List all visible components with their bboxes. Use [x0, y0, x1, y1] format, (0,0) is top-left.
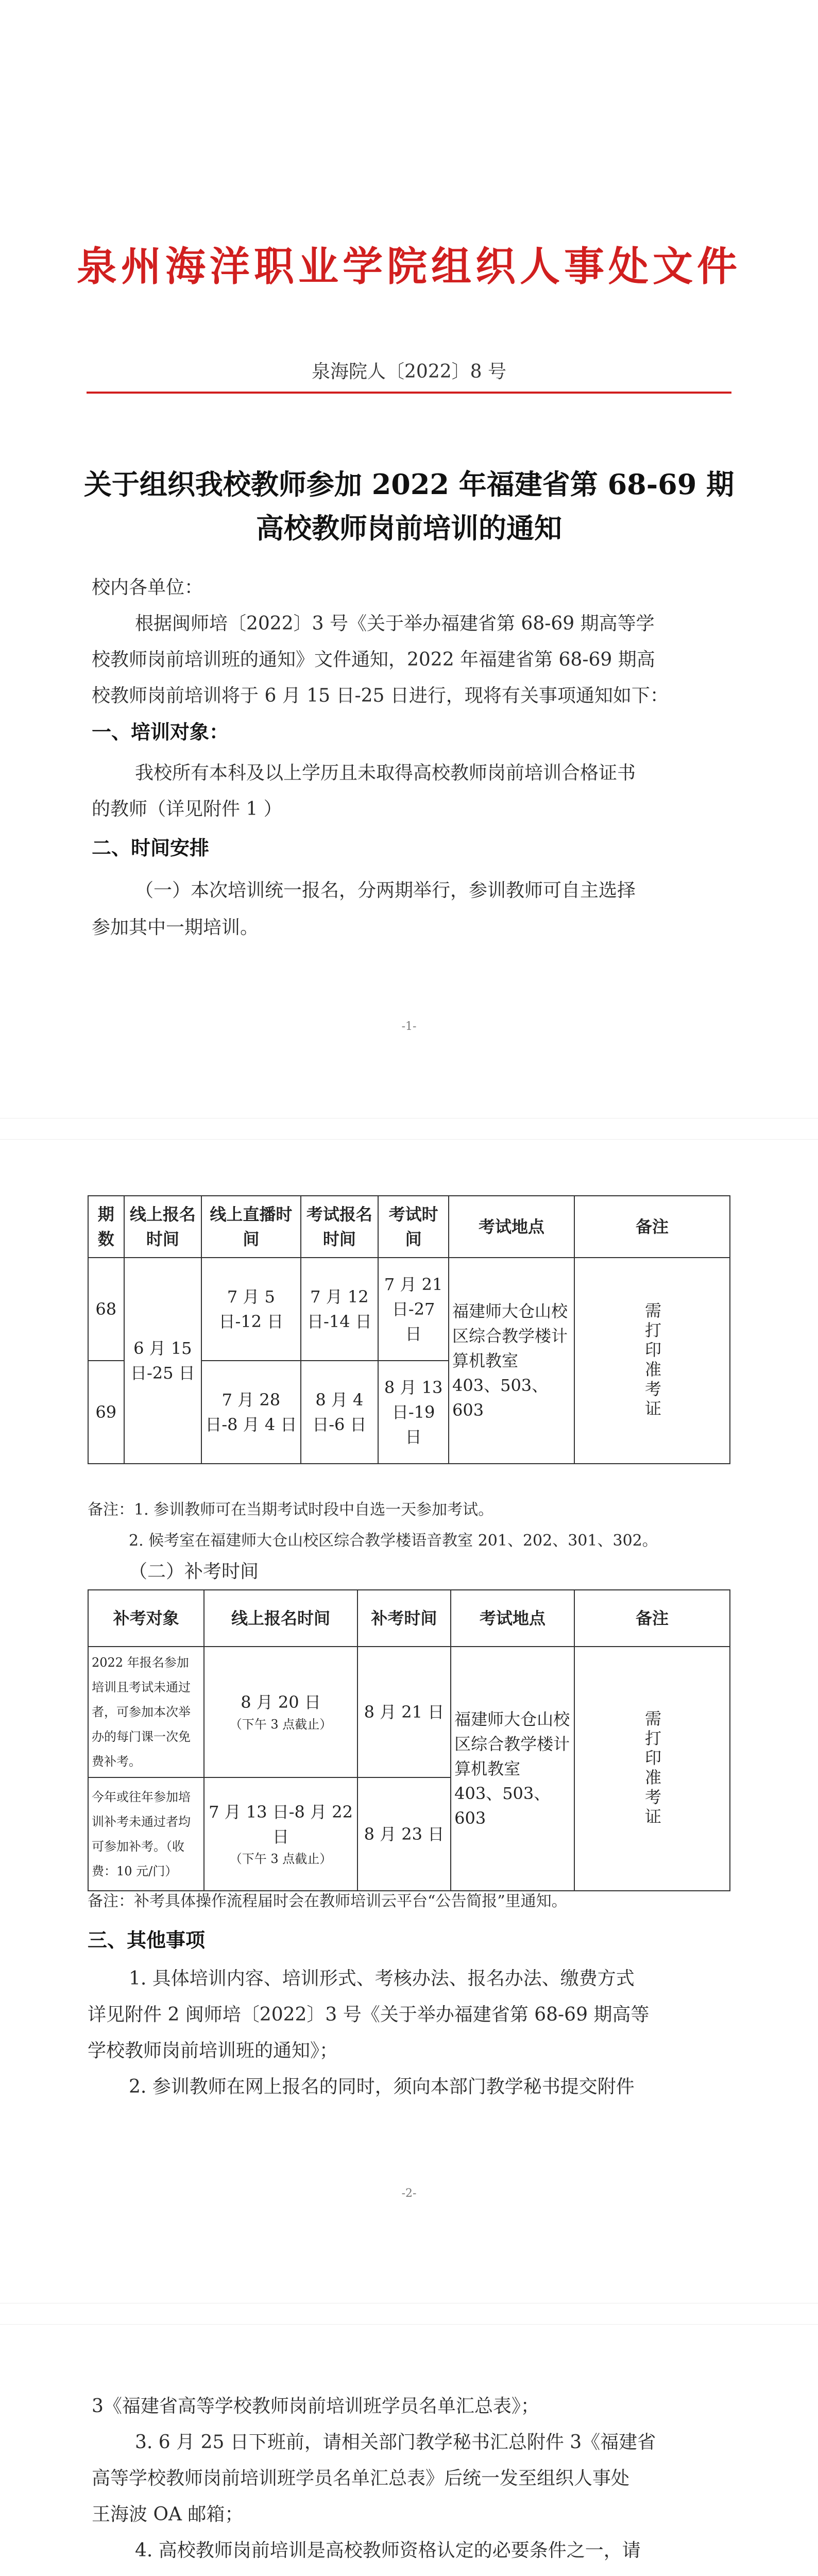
paragraph-line: 3《福建省高等学校教师岗前培训班学员名单汇总表》； — [92, 2396, 539, 2417]
table-header: 期数 — [88, 1196, 124, 1258]
intro-line: 校教师岗前培训将于 6 月 15 日-25 日进行，现将有关事项通知如下： — [92, 685, 669, 706]
table-header: 线上直播时间 — [201, 1196, 300, 1258]
table-cell: 福建师大仓山校区综合教学楼计算机教室 403、503、603 — [451, 1647, 574, 1891]
table-cell: 7 月 5 日-12 日 — [201, 1258, 300, 1361]
table-cell: 2022 年报名参加培训且考试未通过者，可参加本次举办的每门课一次免费补考。 — [88, 1647, 204, 1777]
paragraph-line: 我校所有本科及以上学历且未取得高校教师岗前培训合格证书 — [135, 762, 636, 784]
salutation: 校内各单位： — [92, 577, 203, 598]
page-number: -2- — [401, 2187, 417, 2200]
paragraph-line: 参加其中一期培训。 — [92, 917, 259, 938]
table-cell: 8 月 13 日-19 日 — [378, 1361, 449, 1464]
notice-title-line1: 关于组织我校教师参加 2022 年福建省第 68-69 期 — [83, 468, 735, 501]
signup-note: （下午 3 点截止） — [229, 1717, 332, 1732]
paragraph-line: 高等学校教师岗前培训班学员名单汇总表》后统一发至组织人事处 — [92, 2468, 630, 2489]
table-header: 考试地点 — [451, 1590, 574, 1647]
paragraph-line: 的教师（详见附件 1 ） — [92, 799, 282, 820]
note-line: 备注：1. 参训教师可在当期考试时段中自选一天参加考试。 — [88, 1501, 494, 1519]
table-cell: 7 月 28 日-8 月 4 日 — [201, 1361, 300, 1464]
page-break — [0, 1118, 818, 1140]
table-cell — [574, 1647, 730, 1891]
paragraph-line — [92, 2571, 629, 2576]
subheading: （二）补考时间 — [129, 1561, 259, 1582]
table-header: 线上报名时间 — [204, 1590, 357, 1647]
table-header: 线上报名时间 — [124, 1196, 202, 1258]
table-cell: 7 月 21 日-27 日 — [378, 1258, 449, 1361]
table-cell: 69 — [88, 1361, 124, 1464]
paragraph-line: 学校教师岗前培训班的通知》； — [88, 2040, 338, 2061]
page-number: -1- — [401, 1020, 417, 1033]
paragraph-line: 2. 参训教师在网上报名的同时，须向本部门教学秘书提交附件 — [129, 2076, 635, 2097]
intro-line: 根据闽师培〔2022〕3 号《关于举办福建省第 68-69 期高等学 — [135, 613, 655, 634]
intro-line: 校教师岗前培训班的通知》文件通知，2022 年福建省第 68-69 期高 — [92, 649, 655, 670]
note-line: 备注：补考具体操作流程届时会在教师培训云平台“公告简报”里通知。 — [88, 1892, 567, 1910]
table-cell: 6 月 15 日-25 日 — [124, 1258, 202, 1464]
table-header: 考试地点 — [449, 1196, 574, 1258]
table-header: 考试报名时间 — [301, 1196, 379, 1258]
table-header: 备注 — [574, 1196, 730, 1258]
table-cell: 8 月 4 日-6 日 — [301, 1361, 379, 1464]
paragraph-line: （一）本次培训统一报名，分两期举行，参训教师可自主选择 — [135, 880, 636, 901]
paragraph-line: 3. 6 月 25 日下班前，请相关部门教学秘书汇总附件 3《福建省 — [135, 2432, 656, 2453]
makeup-table — [88, 1589, 730, 1891]
table-cell: 8 月 21 日 — [357, 1647, 451, 1777]
note-line: 2. 候考室在福建师大仓山校区综合教学楼语音教室 201、202、301、302。 — [129, 1532, 658, 1550]
table-cell: 8 月 23 日 — [357, 1777, 451, 1891]
table-cell: 7 月 12 日-14 日 — [301, 1258, 379, 1361]
signup-note: （下午 3 点截止） — [229, 1852, 332, 1866]
paragraph-line: 1. 具体培训内容、培训形式、考核办法、报名办法、缴费方式 — [129, 1968, 635, 1989]
table-header: 考试时间 — [378, 1196, 449, 1258]
table-header: 补考对象 — [88, 1590, 204, 1647]
remark-text: 需打印准考证 — [642, 1302, 662, 1419]
table-cell: 68 — [88, 1258, 124, 1361]
section-heading: 二、时间安排 — [92, 836, 210, 859]
notice-title-line2: 高校教师岗前培训的通知 — [256, 512, 562, 545]
table-cell — [574, 1258, 730, 1464]
table-cell: 福建师大仓山校区综合教学楼计算机教室 403、503、603 — [449, 1258, 574, 1464]
remark-text: 需打印准考证 — [642, 1710, 662, 1827]
table-cell: 今年或往年参加培训补考未通过者均可参加补考。（收费：10 元/门） — [88, 1777, 204, 1891]
table-header: 补考时间 — [357, 1590, 451, 1647]
section-heading: 一、培训对象： — [92, 720, 229, 743]
section-heading: 三、其他事项 — [88, 1928, 206, 1952]
paragraph-line: 王海波 OA 邮箱； — [92, 2504, 244, 2525]
table-header: 备注 — [574, 1590, 730, 1647]
red-divider — [87, 392, 731, 394]
table-cell — [204, 1777, 357, 1891]
signup-date: 7 月 13 日-8 月 22 日 — [209, 1802, 353, 1846]
paragraph-line: 详见附件 2 闽师培〔2022〕3 号《关于举办福建省第 68-69 期高等 — [88, 2004, 650, 2025]
table-cell — [204, 1647, 357, 1777]
schedule-table — [88, 1195, 730, 1464]
doc-number: 泉海院人〔2022〕8 号 — [312, 361, 506, 382]
paragraph-line: 4. 高校教师岗前培训是高校教师资格认定的必要条件之一，请 — [135, 2540, 641, 2561]
signup-date: 8 月 20 日 — [241, 1692, 321, 1712]
org-title: 泉州海洋职业学院组织人事处文件 — [76, 243, 741, 290]
page-break — [0, 2303, 818, 2325]
